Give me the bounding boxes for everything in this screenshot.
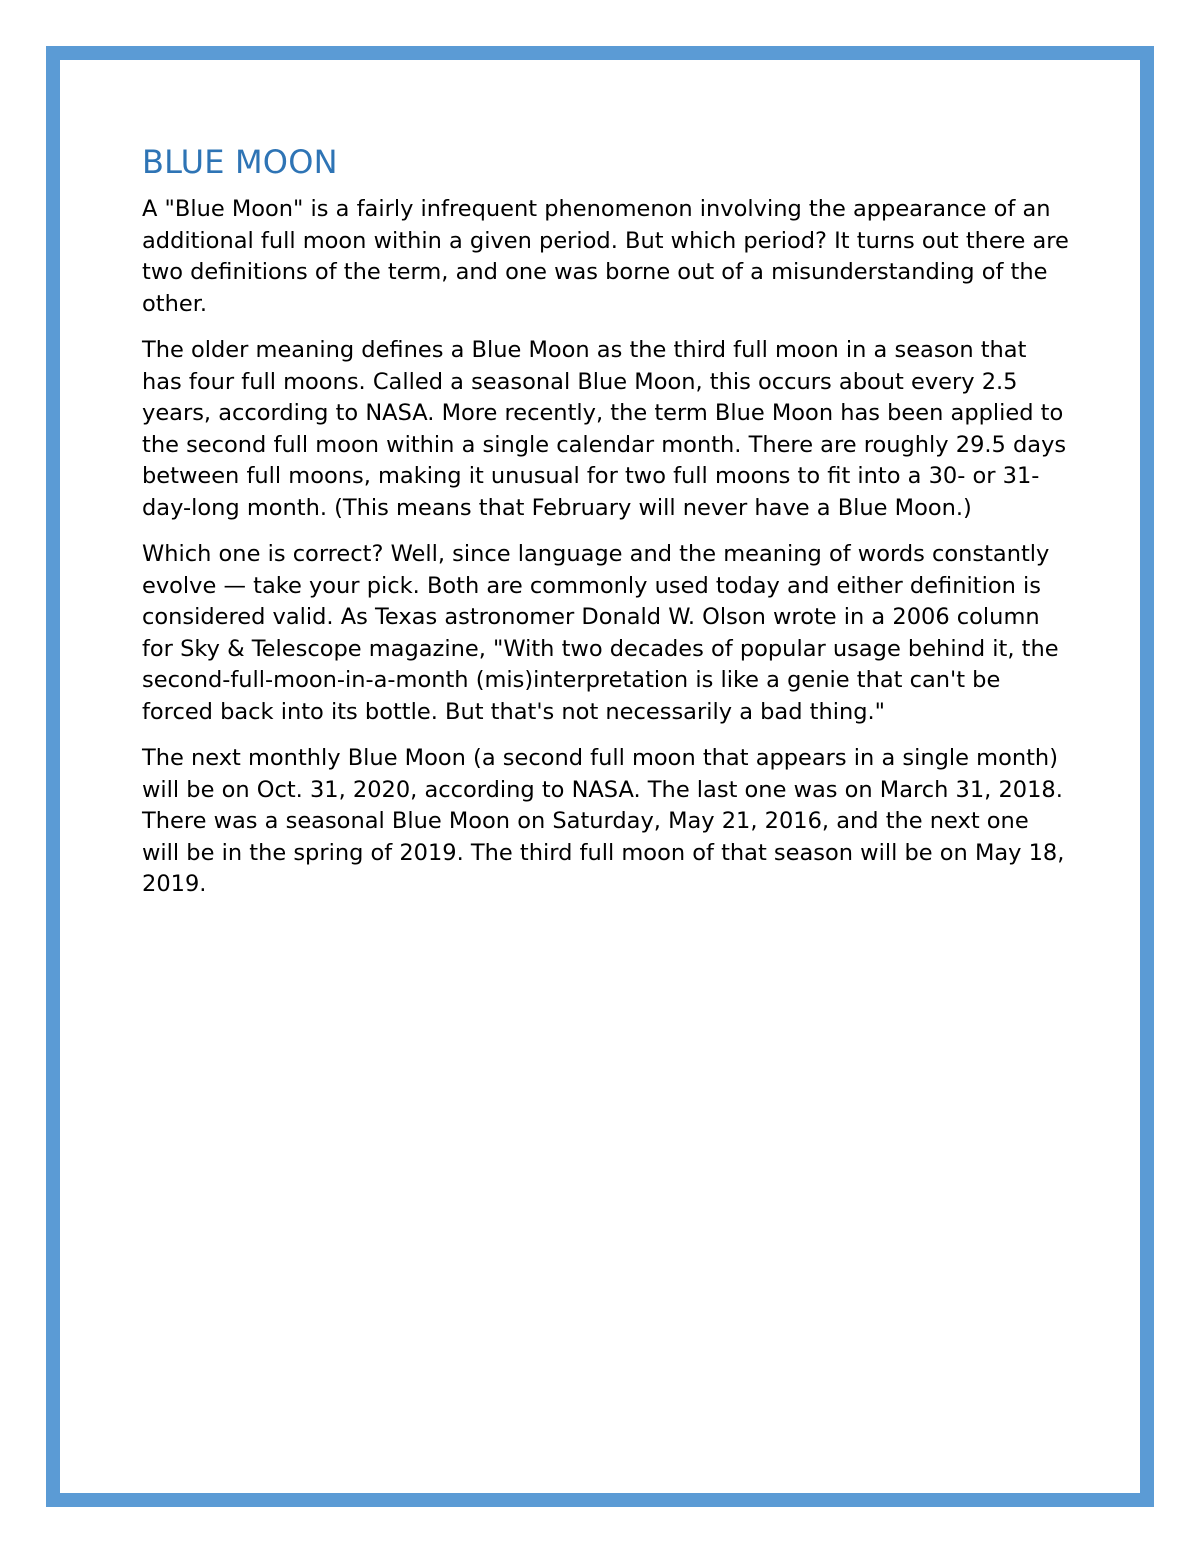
document-title: BLUE MOON bbox=[142, 143, 338, 181]
document-body bbox=[142, 140, 1072, 916]
paragraph-next-blue-moon: The next monthly Blue Moon (a second full moon that appears in a single month) will be on Oct. 31, 2020, according to NASA. The last one was on March 31, 2018. There was a seasonal Blue Moon on Saturday, May 21, 2016, and the next one will be in the spring of 2019. The third full moon of that season will be on May 18, 2019. bbox=[142, 745, 1065, 897]
paragraph-which-correct: Which one is correct? Well, since language and the meaning of words constantly evolve — take your pick. Both are commonly used today and either definition is considered valid. As Texas astronomer Donald W. Olson wrote in a 2006 column for Sky & Telescope magazine, "With two decades of popular usage behind it, the second-full-moon-in-a-month (mis)interpretation is like a genie that can't be forced back into its bottle. But that's not necessarily a bad thing." bbox=[142, 541, 1059, 725]
paragraph-intro: A "Blue Moon" is a fairly infrequent phenomenon involving the appearance of an additional full moon within a given period. But which period? It turns out there are two definitions of the term, and one was borne out of a misunderstanding of the other. bbox=[142, 196, 1069, 317]
paragraph-definitions: The older meaning defines a Blue Moon as the third full moon in a season that has four full moons. Called a seasonal Blue Moon, this occurs about every 2.5 years, according to NASA. More recently, the term Blue Moon has been applied to the second full moon within a single calendar month. There are roughly 29.5 days between full moons, making it unusual for two full moons to fit into a 30- or 31-day-long month. (This means that February will never have a Blue Moon.) bbox=[142, 337, 1067, 521]
